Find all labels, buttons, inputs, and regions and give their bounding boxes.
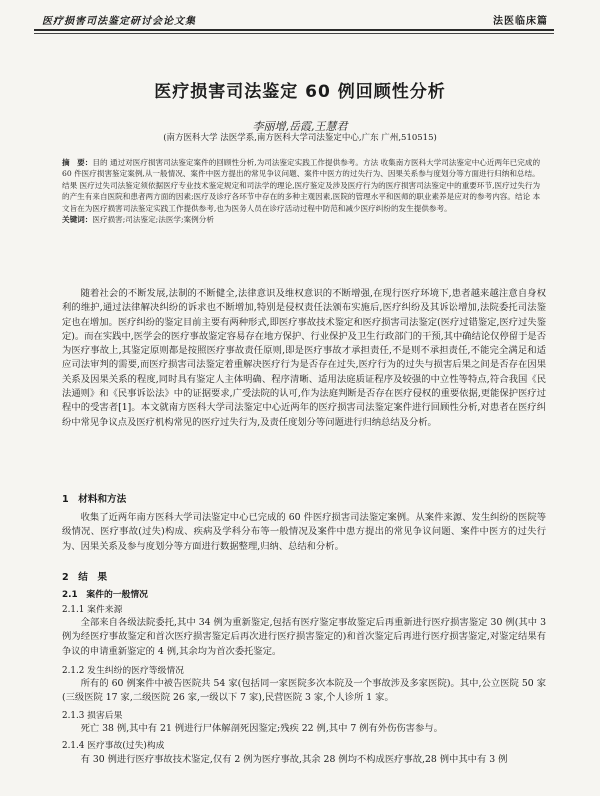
section-1-heading: 1 材料和方法 — [62, 494, 127, 505]
section-name: 法医临床篇 — [493, 16, 548, 27]
subsection-2-1-1: 2.1.1 案件来源 — [62, 605, 123, 615]
article-authors: 李丽增,岳霞,王慧君 — [252, 120, 348, 133]
article-affiliation: (南方医科大学 法医学系,南方医科大学司法鉴定中心,广东 广州,510515) — [163, 133, 437, 143]
section-2-heading: 2 结 果 — [62, 572, 108, 583]
section-1-text: 收集了近两年南方医科大学司法鉴定中心已完成的 60 件医疗损害司法鉴定案例。从案件来源、发生纠纷的医院等级情况、医疗事故(过失)构成、疾病及学科分布等一般情况及案件中患方提出的常见争议问题、案件中医方的过失行为、因果关系及参与度划分等方面进行数据整理,归纳、总结和分析。 — [62, 512, 546, 552]
paragraph-2-1-4: 有 30 例进行医疗事故技术鉴定,仅有 2 例为医疗事故,其余 28 例均不构成医疗事故,28 例中其中有 3 例 — [80, 754, 508, 765]
keywords-label: 关键词： — [62, 215, 93, 225]
journal-name: 医疗损害司法鉴定研讨会论文集 — [42, 16, 196, 27]
subsection-2-1-3: 2.1.3 损害后果 — [62, 711, 123, 721]
paragraph-2-1-2: 所有的 60 例案件中被告医院共 54 家(包括同一家医院多次本院及一个事故涉及多家医院)。其中,公立医院 50 家(三级医院 17 家,二级医院 26 家,一级以下 7 家),民营医院 3 家,个人诊所 1 家。 — [62, 678, 546, 704]
paragraph-2-1-1: 全部来自各级法院委托,其中 34 例为重新鉴定,包括有医疗鉴定事故鉴定后再重新进行医疗损害鉴定 30 例(其中 3 例为经医疗事故鉴定和首次医疗损害鉴定后再次进行医疗损害鉴定的)和首次鉴定后再进行医疗损害鉴定,对鉴定结果有争议的申请重新鉴定的 4 例,其余均为首次委托鉴定。 — [62, 617, 546, 657]
keywords-text: 医疗损害;司法鉴定;法医学;案例分析 — [92, 215, 214, 225]
subsection-2-1-2: 2.1.2 发生纠纷的医疗等级情况 — [62, 666, 184, 676]
subsection-2-1-4: 2.1.4 医疗事故(过失)构成 — [62, 741, 165, 751]
abstract-label: 摘 要： — [62, 158, 93, 167]
subsection-2-1: 2.1 案件的一般情况 — [62, 590, 148, 600]
abstract — [62, 157, 542, 225]
header-rule — [34, 33, 554, 34]
paragraph-2-1-3: 死亡 38 例,其中有 21 例进行尸体解剖死因鉴定;残疾 22 例,其中 7 例有外伤伤害参与。 — [80, 723, 443, 734]
abstract-text: 目的 通过对医疗损害司法鉴定案件的回顾性分析,为司法鉴定实践工作提供参考。方法 收集南方医科大学司法鉴定中心近两年已完成的 60 件医疗损害鉴定案例,从一般情况、案件中医方提出的常见争议问题、案件中医方的过失行为、因果关系参与度划分等方面进行归纳和总结。结果 医疗过失司法鉴定须依据医疗专业技术鉴定规定和司法学的理论,医疗鉴定及涉及医疗行为的医疗损害司法鉴定中的重要环节,医疗过失行为的产生有来自医院和患者两方面的因素;医疗及诊疗各环节中存在的多种主观因素,医院的管理水平和医师的职业素养是应对的参考内容。结论 本文旨在为医疗损害司法鉴定实践工作提供参考,也为医务人员在诊疗活动过程中防范和减少医疗纠纷的发生提供参考。 — [62, 158, 541, 213]
running-header — [34, 11, 554, 31]
article-title: 医疗损害司法鉴定 60 例回顾性分析 — [154, 82, 446, 102]
intro-paragraph: 随着社会的不断发展,法制的不断健全,法律意识及维权意识的不断增强,在现行医疗环境下,患者越来越注意自身权利的维护,通过法律解决纠纷的诉求也不断增加,特别是侵权责任法颁布实施后,医疗纠纷及其诉讼增加,法院委托司法鉴定也在增加。医疗纠纷的鉴定目前主要有两种形式,即医疗事故技术鉴定和医疗损害司法鉴定(医疗过错鉴定,医疗过失鉴定)。而在实践中,医学会的医疗事故鉴定容易存在地方保护、行业保护及卫生行政部门的干预,其中确结论仅停留于是否为医疗事故上,其鉴定原则都是按照医疗事故责任原则,即是医疗事故才承担责任,不是则不承担责任,不能完全满足和适应司法审判的需要,而医疗损害司法鉴定着重解决医疗行为是否存在过失,医疗行为的过失与损害后果之间是否存在因果关系及因果关系的程度,同时具有鉴定人主体明确、程序清晰、适用法庭质证程序及较强的中立性等特点,符合我国《民法通则》和《民事诉讼法》中的证据要求,广受法院的认可,作为法庭判断是否存在医疗侵权的重要依据,更能保护医疗过程中的受害者[1]。本文就南方医科大学司法鉴定中心近两年的医疗损害司法鉴定案件进行回顾性分析,对患者在医疗纠纷中常见争议点及医疗机构常见的医疗过失行为,及责任度划分等问题进行归纳总结及分析。 — [62, 288, 546, 428]
